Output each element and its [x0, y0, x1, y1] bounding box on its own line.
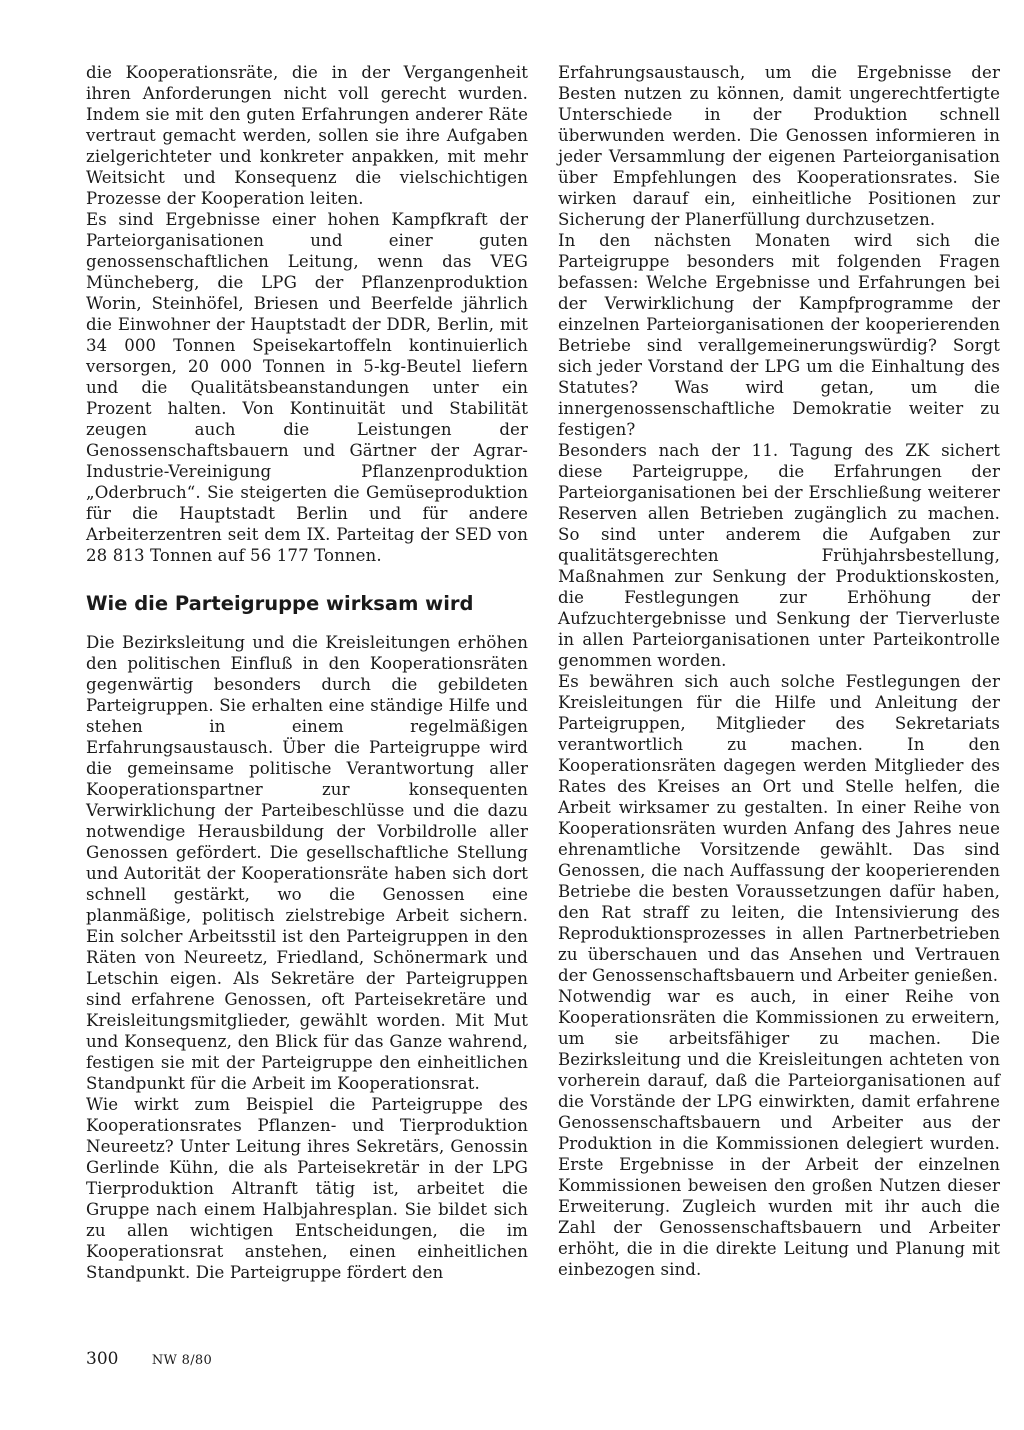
paragraph: Erfahrungsaustausch, um die Ergebnisse der Besten nutzen zu können, damit ungerechtfertigte Unterschiede in der Produktion schnell überwunden werden. Die Genossen informieren in jeder Versammlung der eigenen Parteiorganisation über Empfehlungen des Kooperationsrates. Sie wirken darauf ein, einheitliche Positionen zur Sicherung der Planerfüllung durchzusetzen. [558, 63, 1000, 229]
paragraph: die Kooperationsräte, die in der Vergangenheit ihren Anforderungen nicht voll gerecht wurden. Indem sie mit den guten Erfahrungen anderer Räte vertraut gemacht werden, sollen sie ihre Aufgaben zielgerichteter und konkreter anpakken, mit mehr Weitsicht und Konsequenz die vielschichtigen Prozesse der Kooperation leiten. [86, 63, 528, 208]
paragraph: Besonders nach der 11. Tagung des ZK sichert diese Parteigruppe, die Erfahrungen der Parteiorganisationen bei der Erschließung weiterer Reserven allen Betrieben zugänglich zu machen. So sind unter anderem die Aufgaben zur qualitätsgerechten Frühjahrsbestellung, Maßnahmen zur Senkung der Produktionskosten, die Festlegungen zur Erhöhung der Aufzuchtergebnisse und Senkung der Tierverluste in allen Parteiorganisationen unter Parteikontrolle genommen worden. [558, 441, 1000, 670]
paragraph: Es sind Ergebnisse einer hohen Kampfkraft der Parteiorganisationen und einer guten genossenschaftlichen Leitung, wenn das VEG Müncheberg, die LPG der Pflanzenproduktion Worin, Steinhöfel, Briesen und Beerfelde jährlich die Einwohner der Hauptstadt der DDR, Berlin, mit 34 000 Tonnen Speisekartoffeln kontinuierlich versorgen, 20 000 Tonnen in 5-kg-Beutel liefern und die Qualitätsbeanstandungen unter ein Prozent halten. Von Kontinuität und Stabilität zeugen auch die Leistungen der Genossenschaftsbauern und Gärtner der Agrar-Industrie-Vereinigung Pflanzenproduktion „Oderbruch“. Sie steigerten die Gemüseproduktion für die Hauptstadt Berlin und für andere Arbeiterzentren seit dem IX. Parteitag der SED von 28 813 Tonnen auf 56 177 Tonnen. [86, 210, 528, 565]
paragraph: Wie wirkt zum Beispiel die Parteigruppe des Kooperationsrates Pflanzen- und Tierproduktion Neureetz? Unter Leitung ihres Sekretärs, Genossin Gerlinde Kühn, die als Parteisekretär in der LPG Tierproduktion Altranft tätig ist, arbeitet die Gruppe nach einem Halbjahresplan. Sie bildet sich zu allen wichtigen Entscheidungen, die im Kooperationsrat anstehen, einen einheitlichen Standpunkt. Die Parteigruppe fördert den [86, 1095, 528, 1282]
page-number: 300 [86, 1349, 119, 1369]
paragraph: Es bewähren sich auch solche Festlegungen der Kreisleitungen für die Hilfe und Anleitung der Parteigruppen, Mitglieder des Sekretariats verantwortlich zu machen. In den Kooperationsräten dagegen werden Mitglieder des Rates des Kreises an Ort und Stelle helfen, die Arbeit wirksamer zu gestalten. In einer Reihe von Kooperationsräten wurden Anfang des Jahres neue ehrenamtliche Vorsitzende gewählt. Das sind Genossen, die nach Auffassung der kooperierenden Betriebe die besten Voraussetzungen dafür haben, den Rat straff zu leiten, die Intensivierung des Reproduktionsprozesses in allen Partnerbetrieben zu überschauen und das Ansehen und Vertrauen der Genossenschaftsbauern und Arbeiter genießen. [558, 672, 1000, 985]
issue-label: NW 8/80 [151, 1353, 213, 1368]
paragraph: Notwendig war es auch, in einer Reihe von Kooperationsräten die Kommissionen zu erweitern, um sie arbeitsfähiger zu machen. Die Bezirksleitung und die Kreisleitungen achteten von vorherein darauf, daß die Parteiorganisationen auf die Vorstände der LPG einwirkten, damit erfahrene Genossenschaftsbauern und Arbeiter aus der Produktion in die Kommissionen delegiert wurden. Erste Ergebnisse in der Arbeit der einzelnen Kommissionen beweisen den großen Nutzen dieser Erweiterung. Zugleich wurden mit ihr auch die Zahl der Genossenschaftsbauern und Arbeiter erhöht, die in die direkte Leitung und Planung mit einbezogen sind. [558, 987, 1000, 1279]
paragraph: Die Bezirksleitung und die Kreisleitungen erhöhen den politischen Einfluß in den Kooperationsräten gegenwärtig besonders durch die gebildeten Parteigruppen. Sie erhalten eine ständige Hilfe und stehen in einem regelmäßigen Erfahrungsaustausch. Über die Parteigruppe wird die gemeinsame politische Verantwortung aller Kooperationspartner zur konsequenten Verwirklichung der Parteibeschlüsse und die dazu notwendige Herausbildung der Vorbildrolle aller Genossen gefördert. Die gesellschaftliche Stellung und Autorität der Kooperationsräte haben sich dort schnell gestärkt, wo die Genossen eine planmäßige, politisch zielstrebige Arbeit sichern. Ein solcher Arbeitsstil ist den Parteigruppen in den Räten von Neureetz, Friedland, Schönermark und Letschin eigen. Als Sekretäre der Parteigruppen sind erfahrene Genossen, oft Parteisekretäre und Kreisleitungsmitglieder, gewählt worden. Mit Mut und Konsequenz, den Blick für das Ganze wahrend, festigen sie mit der Parteigruppe den einheitlichen Standpunkt für die Arbeit im Kooperationsrat. [86, 633, 528, 1093]
page-footer [86, 1349, 212, 1371]
section-heading: Wie die Parteigruppe wirksam wird [86, 592, 474, 615]
left-column [86, 62, 528, 1283]
right-column [558, 62, 1000, 1280]
paragraph: In den nächsten Monaten wird sich die Parteigruppe besonders mit folgenden Fragen befassen: Welche Ergebnisse und Erfahrungen bei der Verwirklichung der Kampfprogramme der einzelnen Parteiorganisationen der kooperierenden Betriebe sind verallgemeinerungswürdig? Sorgt sich jeder Vorstand der LPG um die Einhaltung des Statutes? Was wird getan, um die innergenossenschaftliche Demokratie weiter zu festigen? [558, 231, 1000, 439]
